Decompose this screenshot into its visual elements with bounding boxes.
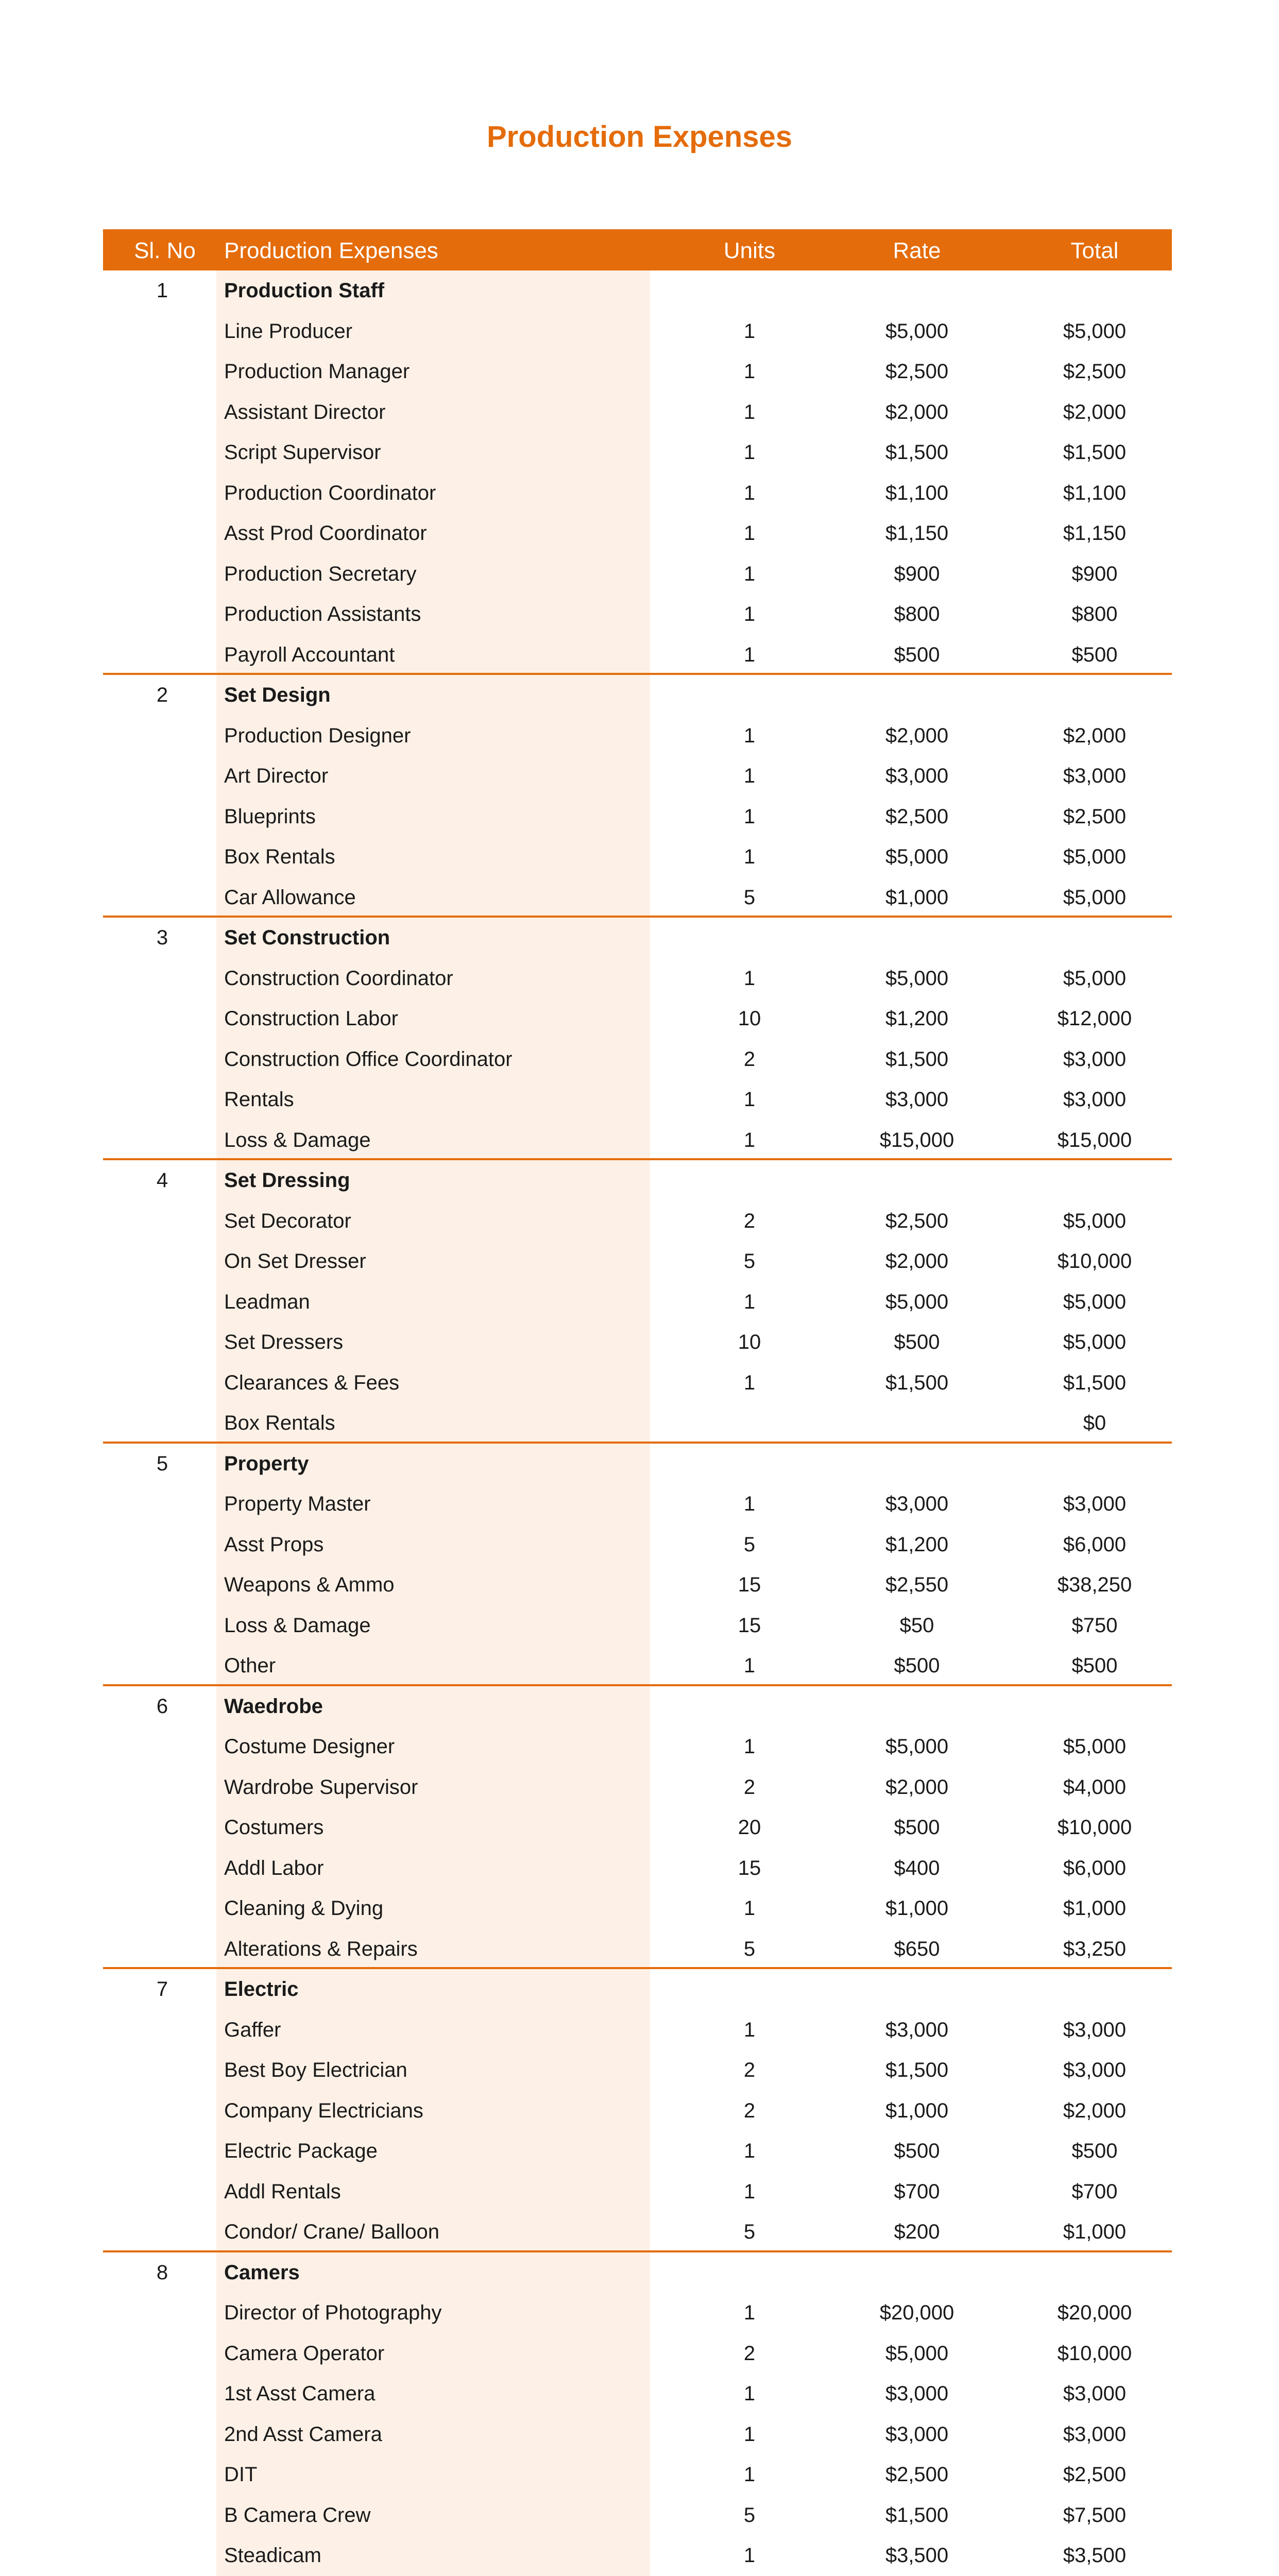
expense-units: 1	[743, 2382, 756, 2405]
expense-units: 1	[743, 1735, 756, 1758]
expense-units: 1	[743, 1128, 756, 1151]
expense-total: $900	[1071, 562, 1118, 585]
expense-units: 1	[743, 1493, 756, 1515]
expense-units: 1	[743, 2422, 756, 2446]
table-row	[103, 473, 1172, 514]
expense-units: 2	[743, 1209, 756, 1232]
expense-rate: $200	[894, 2221, 940, 2243]
expense-total: $5,000	[1063, 886, 1127, 909]
table-row	[103, 2495, 1172, 2536]
expense-name: Art Director	[224, 765, 329, 787]
expense-rate: $2,500	[885, 360, 949, 383]
expense-total: $5,000	[1063, 1735, 1127, 1758]
table-row	[103, 311, 1172, 352]
expense-name: Box Rentals	[224, 1412, 335, 1434]
expense-total: $38,250	[1057, 1573, 1132, 1596]
expense-name: 1st Asst Camera	[224, 2382, 376, 2405]
table-row	[103, 1079, 1172, 1120]
category-title: Waedrobe	[224, 1694, 323, 1718]
expense-units: 5	[743, 2503, 756, 2527]
expense-units: 20	[738, 1816, 761, 1839]
expense-rate: $800	[894, 603, 940, 625]
expense-units: 1	[743, 562, 756, 585]
table-row	[103, 432, 1172, 473]
expense-total: $3,000	[1063, 2382, 1127, 2405]
expense-units: 5	[743, 2221, 756, 2243]
expense-total: $2,000	[1063, 2099, 1127, 2122]
expense-units: 1	[743, 967, 756, 990]
expense-rate: $5,000	[885, 845, 949, 868]
expense-total: $800	[1071, 603, 1118, 625]
expense-units: 1	[743, 1088, 756, 1111]
expense-name: Alterations & Repairs	[224, 1937, 418, 1960]
table-row	[103, 1565, 1172, 1605]
expense-rate: $2,000	[885, 1775, 949, 1799]
expense-total: $6,000	[1063, 1856, 1127, 1879]
expense-units: 1	[743, 400, 756, 423]
table-row	[103, 2172, 1172, 2212]
table-row	[103, 1646, 1172, 1686]
expense-units: 1	[743, 2140, 756, 2162]
expense-name: Wardrobe Supervisor	[224, 1775, 418, 1799]
expense-units: 1	[743, 1371, 756, 1394]
category-row	[103, 1969, 1172, 2010]
expense-units: 2	[743, 1775, 756, 1799]
expense-rate: $1,000	[885, 2099, 949, 2122]
expense-units: 1	[743, 481, 756, 504]
expense-name: Company Electricians	[224, 2099, 423, 2122]
table-row	[103, 2374, 1172, 2414]
category-row	[103, 918, 1172, 958]
expense-name: Gaffer	[224, 2018, 281, 2041]
expense-rate: $2,000	[885, 724, 949, 747]
expense-name: Construction Coordinator	[224, 967, 453, 990]
expense-total: $5,000	[1063, 967, 1127, 990]
expense-name: Weapons & Ammo	[224, 1573, 395, 1596]
expense-rate: $2,500	[885, 2463, 949, 2486]
expense-name: Rentals	[224, 1088, 294, 1111]
expense-rate: $1,500	[885, 1047, 949, 1071]
expense-rate: $3,000	[885, 765, 949, 787]
expense-rate: $1,500	[885, 2059, 949, 2081]
table-row	[103, 1848, 1172, 1889]
expense-units: 10	[738, 1331, 761, 1353]
table-row	[103, 351, 1172, 392]
table-row	[103, 2212, 1172, 2252]
expense-total: $1,500	[1063, 1371, 1127, 1394]
expense-name: Other	[224, 1654, 276, 1677]
expense-total: $5,000	[1063, 1209, 1127, 1232]
expense-name: Condor/ Crane/ Balloon	[224, 2221, 440, 2243]
expense-name: Blueprints	[224, 805, 316, 828]
expense-rate: $1,500	[885, 2503, 949, 2527]
expense-name: Payroll Accountant	[224, 643, 395, 666]
table-row	[103, 1120, 1172, 1161]
table-row	[103, 1605, 1172, 1646]
expense-name: Costumers	[224, 1816, 324, 1839]
table-row	[103, 1888, 1172, 1929]
header-total: Total	[1070, 238, 1119, 263]
expense-units: 1	[743, 1290, 756, 1313]
expense-name: Costume Designer	[224, 1735, 395, 1758]
category-title: Production Staff	[224, 279, 385, 302]
expense-total: $1,500	[1063, 441, 1127, 464]
expense-units: 1	[743, 765, 756, 787]
expense-rate: $3,000	[885, 2382, 949, 2405]
expense-name: Asst Prod Coordinator	[224, 522, 427, 545]
expense-total: $0	[1083, 1412, 1106, 1434]
table-row	[103, 2293, 1172, 2333]
category-title: Property	[224, 1452, 309, 1475]
expense-rate: $5,000	[885, 967, 949, 990]
table-row	[103, 2535, 1172, 2576]
table-row	[103, 1929, 1172, 1970]
expense-name: Addl Rentals	[224, 2180, 341, 2203]
expense-units: 2	[743, 2099, 756, 2122]
expense-total: $3,000	[1063, 1493, 1127, 1515]
expense-units: 5	[743, 1533, 756, 1556]
expense-total: $3,000	[1063, 2422, 1127, 2446]
expense-name: Cleaning & Dying	[224, 1897, 384, 1920]
expense-total: $3,000	[1063, 1047, 1127, 1071]
header-production-expenses: Production Expenses	[224, 238, 438, 263]
table-row	[103, 1726, 1172, 1767]
category-number: 1	[156, 279, 168, 302]
expense-units: 1	[743, 724, 756, 747]
expense-name: Loss & Damage	[224, 1614, 371, 1637]
expense-total: $5,000	[1063, 1290, 1127, 1313]
expense-rate: $1,200	[885, 1533, 949, 1556]
expense-units: 2	[743, 2059, 756, 2081]
table-row	[103, 1767, 1172, 1808]
expense-name: DIT	[224, 2463, 258, 2486]
expense-rate: $3,000	[885, 1088, 949, 1111]
table-row	[103, 1403, 1172, 1444]
table-row	[103, 2454, 1172, 2495]
expense-rate: $1,500	[885, 1371, 949, 1394]
expense-total: $3,000	[1063, 765, 1127, 787]
expense-rate: $2,550	[885, 1573, 949, 1596]
expense-total: $3,000	[1063, 2018, 1127, 2041]
expense-total: $750	[1071, 1614, 1118, 1637]
expense-name: Set Decorator	[224, 1209, 351, 1232]
expense-name: Leadman	[224, 1290, 310, 1313]
table-row	[103, 554, 1172, 595]
table-row	[103, 2091, 1172, 2131]
expense-units: 1	[743, 1654, 756, 1677]
table-row	[103, 756, 1172, 796]
category-title: Electric	[224, 1978, 299, 2001]
category-number: 2	[156, 684, 168, 706]
expense-rate: $1,200	[885, 1007, 949, 1030]
expense-rate: $3,000	[885, 1493, 949, 1515]
expense-rate: $5,000	[885, 1290, 949, 1313]
expenses-table-body	[103, 270, 1172, 2576]
expense-total: $3,500	[1063, 2544, 1127, 2567]
expense-units: 15	[738, 1573, 761, 1596]
expense-name: Construction Office Coordinator	[224, 1047, 513, 1071]
category-number: 3	[156, 926, 168, 949]
expense-total: $2,000	[1063, 400, 1127, 423]
table-row	[103, 1363, 1172, 1403]
expense-name: Box Rentals	[224, 845, 335, 868]
expense-rate: $900	[894, 562, 940, 585]
expense-name: Camera Operator	[224, 2342, 385, 2365]
expense-total: $1,000	[1063, 2221, 1127, 2243]
expense-total: $12,000	[1057, 1007, 1132, 1030]
expense-rate: $500	[894, 1331, 940, 1353]
expense-rate: $1,500	[885, 441, 949, 464]
expense-units: 1	[743, 643, 756, 666]
category-number: 7	[156, 1978, 168, 2001]
expense-rate: $1,000	[885, 886, 949, 909]
expense-units: 1	[743, 2463, 756, 2486]
table-row	[103, 1484, 1172, 1524]
table-row	[103, 1524, 1172, 1565]
category-title: Set Construction	[224, 926, 390, 949]
table-row	[103, 2010, 1172, 2050]
expense-rate: $1,150	[885, 522, 949, 545]
expense-units: 1	[743, 319, 756, 343]
expense-name: Steadicam	[224, 2544, 321, 2567]
expense-name: Script Supervisor	[224, 441, 381, 464]
expense-total: $4,000	[1063, 1775, 1127, 1799]
expense-total: $1,150	[1063, 522, 1127, 545]
category-number: 6	[156, 1694, 168, 1718]
category-row	[103, 1686, 1172, 1727]
table-row	[103, 2131, 1172, 2172]
expense-rate: $650	[894, 1937, 940, 1960]
expense-rate: $3,000	[885, 2018, 949, 2041]
expense-total: $5,000	[1063, 845, 1127, 868]
expense-rate: $20,000	[879, 2301, 954, 2324]
expense-name: B Camera Crew	[224, 2503, 371, 2527]
category-title: Set Design	[224, 684, 331, 706]
expense-name: Director of Photography	[224, 2301, 442, 2324]
category-number: 8	[156, 2261, 168, 2284]
page-title: Production Expenses	[486, 120, 793, 154]
expense-total: $2,500	[1063, 805, 1127, 828]
expense-rate: $1,000	[885, 1897, 949, 1920]
expense-units: 1	[743, 2018, 756, 2041]
expense-units: 1	[743, 603, 756, 625]
table-row	[103, 716, 1172, 756]
table-row	[103, 513, 1172, 554]
expense-total: $10,000	[1057, 1816, 1132, 1839]
expense-name: Asst Props	[224, 1533, 324, 1556]
category-row	[103, 270, 1172, 311]
expense-rate: $700	[894, 2180, 940, 2203]
expense-rate: $500	[894, 643, 940, 666]
header-units: Units	[723, 238, 776, 263]
expense-total: $15,000	[1057, 1128, 1132, 1151]
category-title: Camers	[224, 2261, 300, 2284]
expense-name: Best Boy Electrician	[224, 2059, 407, 2081]
expense-units: 15	[738, 1856, 761, 1879]
expense-name: Production Assistants	[224, 603, 421, 625]
expense-name: Car Allowance	[224, 886, 356, 909]
expense-rate: $5,000	[885, 1735, 949, 1758]
header-sl-no: Sl. No	[134, 238, 196, 263]
expense-total: $20,000	[1057, 2301, 1132, 2324]
expense-rate: $500	[894, 1654, 940, 1677]
expense-rate: $50	[899, 1614, 934, 1637]
expense-name: Construction Labor	[224, 1007, 398, 1030]
header-rate: Rate	[893, 238, 941, 263]
expense-total: $500	[1071, 2140, 1118, 2162]
expense-rate: $2,500	[885, 805, 949, 828]
expense-units: 5	[743, 1250, 756, 1273]
expense-units: 1	[743, 441, 756, 464]
expense-total: $1,000	[1063, 1897, 1127, 1920]
expense-name: Electric Package	[224, 2140, 378, 2162]
expense-units: 1	[743, 805, 756, 828]
table-row	[103, 837, 1172, 877]
expense-units: 5	[743, 886, 756, 909]
expense-units: 1	[743, 2301, 756, 2324]
expense-units: 1	[743, 522, 756, 545]
expense-name: Addl Labor	[224, 1856, 324, 1879]
table-row	[103, 1201, 1172, 1242]
expense-units: 2	[743, 2342, 756, 2365]
expense-name: Production Designer	[224, 724, 411, 747]
expense-name: Loss & Damage	[224, 1128, 371, 1151]
expense-rate: $2,000	[885, 1250, 949, 1273]
expense-name: On Set Dresser	[224, 1250, 366, 1273]
table-row	[103, 392, 1172, 433]
expense-units: 5	[743, 1937, 756, 1960]
expense-total: $700	[1071, 2180, 1118, 2203]
expense-total: $500	[1071, 643, 1118, 666]
table-row	[103, 1241, 1172, 1282]
expense-name: Production Secretary	[224, 562, 417, 585]
category-row	[103, 1444, 1172, 1484]
expense-total: $2,500	[1063, 360, 1127, 383]
expense-rate: $5,000	[885, 319, 949, 343]
expense-rate: $3,000	[885, 2422, 949, 2446]
expense-total: $10,000	[1057, 2342, 1132, 2365]
expense-units: 1	[743, 360, 756, 383]
table-row	[103, 1322, 1172, 1363]
expense-units: 10	[738, 1007, 761, 1030]
table-row	[103, 796, 1172, 837]
expense-total: $3,000	[1063, 1088, 1127, 1111]
expense-rate: $3,500	[885, 2544, 949, 2567]
expense-total: $10,000	[1057, 1250, 1132, 1273]
category-title: Set Dressing	[224, 1169, 350, 1192]
table-row	[103, 2414, 1172, 2455]
expense-total: $3,000	[1063, 2059, 1127, 2081]
category-row	[103, 2252, 1172, 2293]
expense-total: $500	[1071, 1654, 1118, 1677]
expense-name: Set Dressers	[224, 1331, 344, 1353]
expense-rate: $5,000	[885, 2342, 949, 2365]
expense-name: Clearances & Fees	[224, 1371, 400, 1394]
table-row	[103, 877, 1172, 918]
expense-rate: $2,500	[885, 1209, 949, 1232]
table-row	[103, 1282, 1172, 1323]
expense-name: Line Producer	[224, 319, 353, 343]
table-row	[103, 594, 1172, 635]
expense-units: 1	[743, 2180, 756, 2203]
expense-units: 2	[743, 1047, 756, 1071]
expense-rate: $1,100	[885, 481, 949, 504]
expense-total: $7,500	[1063, 2503, 1127, 2527]
table-row	[103, 1039, 1172, 1080]
expense-total: $2,000	[1063, 724, 1127, 747]
expense-total: $2,500	[1063, 2463, 1127, 2486]
expense-name: Production Manager	[224, 360, 410, 383]
category-row	[103, 675, 1172, 716]
expense-units: 1	[743, 2544, 756, 2567]
expense-rate: $400	[894, 1856, 940, 1879]
table-row	[103, 635, 1172, 675]
expense-total: $3,250	[1063, 1937, 1127, 1960]
expense-total: $5,000	[1063, 1331, 1127, 1353]
table-header	[103, 229, 1172, 270]
category-number: 4	[156, 1169, 168, 1192]
category-row	[103, 1160, 1172, 1201]
expense-total: $6,000	[1063, 1533, 1127, 1556]
expense-total: $1,100	[1063, 481, 1127, 504]
table-row	[103, 1807, 1172, 1848]
expense-rate: $500	[894, 2140, 940, 2162]
table-row	[103, 2050, 1172, 2091]
expense-name: Production Coordinator	[224, 481, 436, 504]
expense-rate: $500	[894, 1816, 940, 1839]
expense-rate: $2,000	[885, 400, 949, 423]
expense-units: 15	[738, 1614, 761, 1637]
table-row	[103, 2333, 1172, 2374]
expense-name: Property Master	[224, 1493, 371, 1515]
table-row	[103, 958, 1172, 999]
expense-rate: $15,000	[879, 1128, 954, 1151]
expense-name: Assistant Director	[224, 400, 386, 423]
expense-units: 1	[743, 845, 756, 868]
expense-name: 2nd Asst Camera	[224, 2422, 382, 2446]
table-row	[103, 998, 1172, 1039]
expense-total: $5,000	[1063, 319, 1127, 343]
expense-units: 1	[743, 1897, 756, 1920]
category-number: 5	[156, 1452, 168, 1475]
